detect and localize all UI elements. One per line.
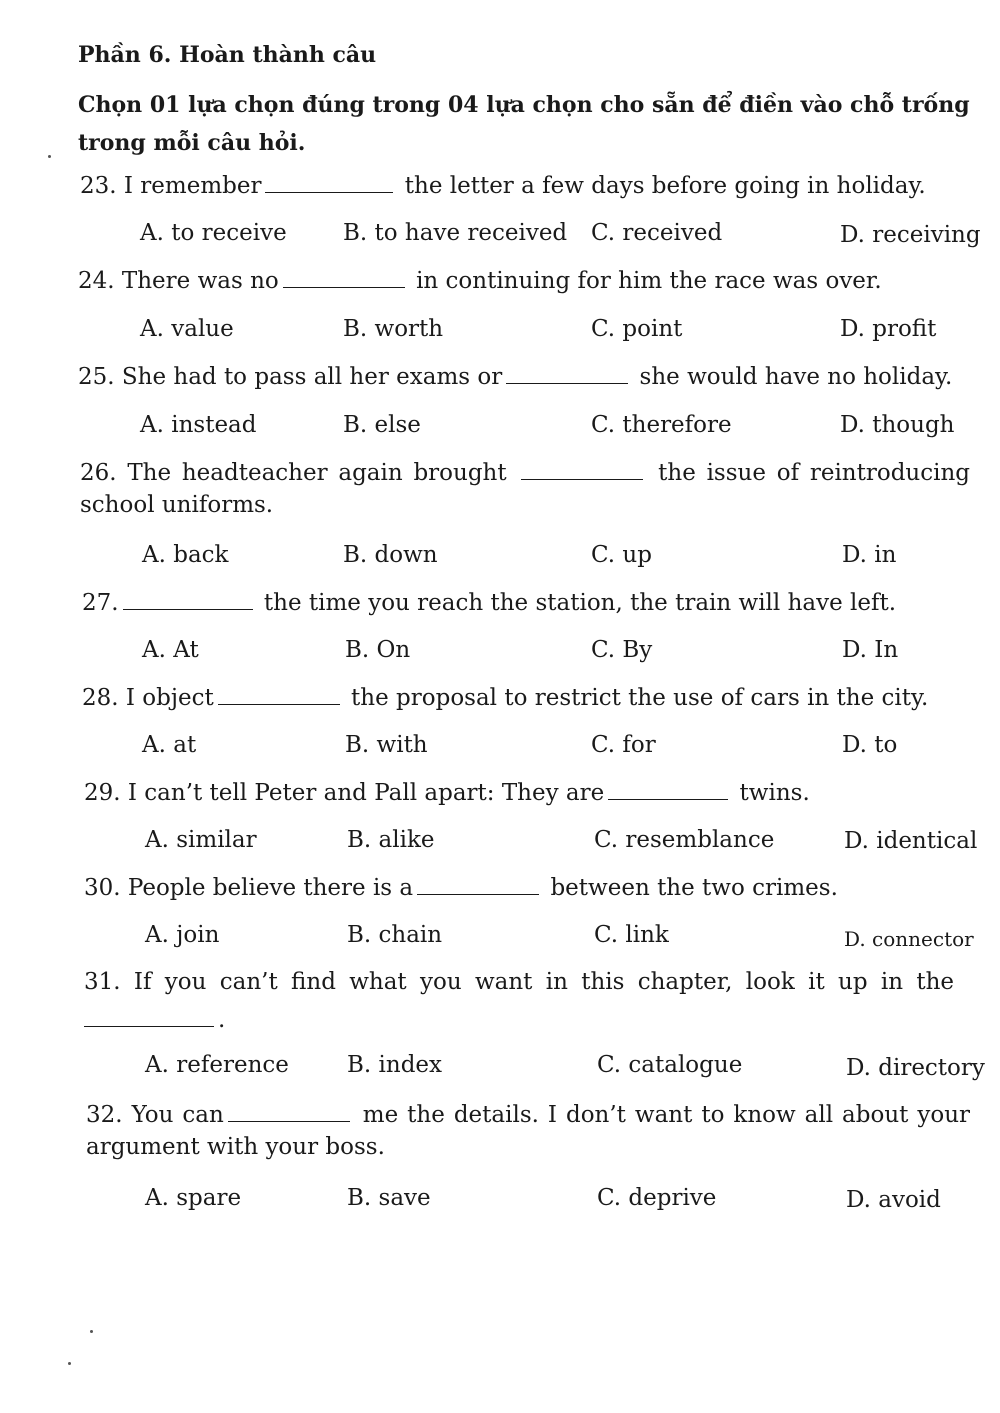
option-d[interactable]: D. identical [844,828,978,854]
question-text-after: me the details. I don’t want to know all about your argument with your boss. [86,1102,971,1160]
option-b[interactable]: B. alike [347,827,435,853]
question-text-before: There was no [121,268,279,294]
option-b[interactable]: B. down [343,542,438,568]
question-text-after: the time you reach the station, the train will have left. [263,590,897,616]
option-c[interactable]: C. received [591,220,723,246]
option-c[interactable]: C. deprive [597,1185,717,1211]
question-text-after: the issue of reintroducing school uniforms. [80,460,971,518]
option-d[interactable]: D. directory [846,1055,985,1081]
answer-blank[interactable] [218,686,340,705]
question-number: 30. [84,875,121,901]
question-text-after: . [218,1007,226,1033]
question-32 [86,1099,970,1163]
answer-blank[interactable] [608,781,728,800]
question-text-after: in continuing for him the race was over. [416,268,882,294]
option-c[interactable]: C. catalogue [597,1052,743,1078]
question-text-after: the proposal to restrict the use of cars in the city. [351,685,929,711]
scan-speck [48,155,51,158]
option-d[interactable]: D. profit [840,316,937,342]
option-b[interactable]: B. save [347,1185,431,1211]
option-d[interactable]: D. receiving [840,222,981,248]
option-d[interactable]: D. In [842,637,899,663]
option-a[interactable]: A. reference [145,1052,289,1078]
question-text-after: twins. [739,780,810,806]
option-c[interactable]: C. resemblance [594,827,775,853]
question-number: 28. [82,685,119,711]
option-d[interactable]: D. avoid [846,1187,941,1213]
question-number: 25. [78,364,115,390]
question-26 [80,457,970,521]
answer-blank[interactable] [265,174,393,193]
answer-blank[interactable] [506,365,628,384]
question-text-before: I remember [123,173,262,199]
answer-blank[interactable] [283,269,405,288]
question-number: 23. [80,173,117,199]
question-27 [82,587,896,619]
answer-blank[interactable] [417,876,539,895]
option-a[interactable]: A. similar [145,827,257,853]
question-text-after: she would have no holiday. [639,364,953,390]
answer-blank[interactable] [228,1103,350,1122]
question-number: 32. [86,1102,123,1128]
question-number: 31. [84,969,121,995]
option-d[interactable]: D. to [842,732,898,758]
question-25 [78,361,952,393]
question-29 [84,777,810,809]
section-title: Phần 6. Hoàn thành câu [78,42,377,68]
option-a[interactable]: A. spare [145,1185,242,1211]
option-c[interactable]: C. By [591,637,653,663]
question-text-before: People believe there is a [127,875,414,901]
section-instruction: Chọn 01 lựa chọn đúng trong 04 lựa chọn cho sẵn để điền vào chỗ trống trong mỗi câu hỏi. [78,92,970,156]
option-d[interactable]: D. in [842,542,897,568]
answer-blank[interactable] [84,1008,214,1027]
question-text-after: the letter a few days before going in holiday. [404,173,926,199]
option-c[interactable]: C. link [594,922,669,948]
option-b[interactable]: B. index [347,1052,442,1078]
option-b[interactable]: B. chain [347,922,443,948]
option-a[interactable]: A. instead [140,412,257,438]
question-number: 24. [78,268,115,294]
question-text-before: I can’t tell Peter and Pall apart: They are [127,780,605,806]
question-number: 29. [84,780,121,806]
question-30 [84,872,838,904]
question-28 [82,682,928,714]
answer-blank[interactable] [521,461,643,480]
option-a[interactable]: A. back [142,542,229,568]
question-text-before: If you can’t find what you want in this chapter, look it up in the [133,969,955,995]
option-d[interactable]: D. though [840,412,955,438]
option-b[interactable]: B. On [345,637,411,663]
question-23 [80,170,926,202]
option-b[interactable]: B. worth [343,316,444,342]
option-a[interactable]: A. join [145,922,220,948]
answer-blank[interactable] [123,591,253,610]
option-a[interactable]: A. at [142,732,197,758]
option-c[interactable]: C. therefore [591,412,732,438]
question-number: 27. [82,590,119,616]
question-31 [84,966,974,998]
question-text-before: She had to pass all her exams or [121,364,503,390]
option-d[interactable]: D. connector [844,927,974,951]
question-text-before: The headteacher again brought [127,460,507,486]
question-number: 26. [80,460,117,486]
option-b[interactable]: B. to have received [343,220,568,246]
scan-speck [90,1330,93,1333]
question-24 [78,265,882,297]
option-a[interactable]: A. value [140,316,234,342]
option-a[interactable]: A. to receive [140,220,287,246]
scan-speck [68,1362,71,1365]
question-text-before: You can [131,1102,224,1128]
question-31-line-2 [84,1004,225,1036]
question-text-before: I object [125,685,214,711]
option-c[interactable]: C. up [591,542,652,568]
question-text-after: between the two crimes. [550,875,838,901]
option-c[interactable]: C. for [591,732,656,758]
option-c[interactable]: C. point [591,316,683,342]
option-a[interactable]: A. At [142,637,199,663]
option-b[interactable]: B. else [343,412,421,438]
option-b[interactable]: B. with [345,732,428,758]
